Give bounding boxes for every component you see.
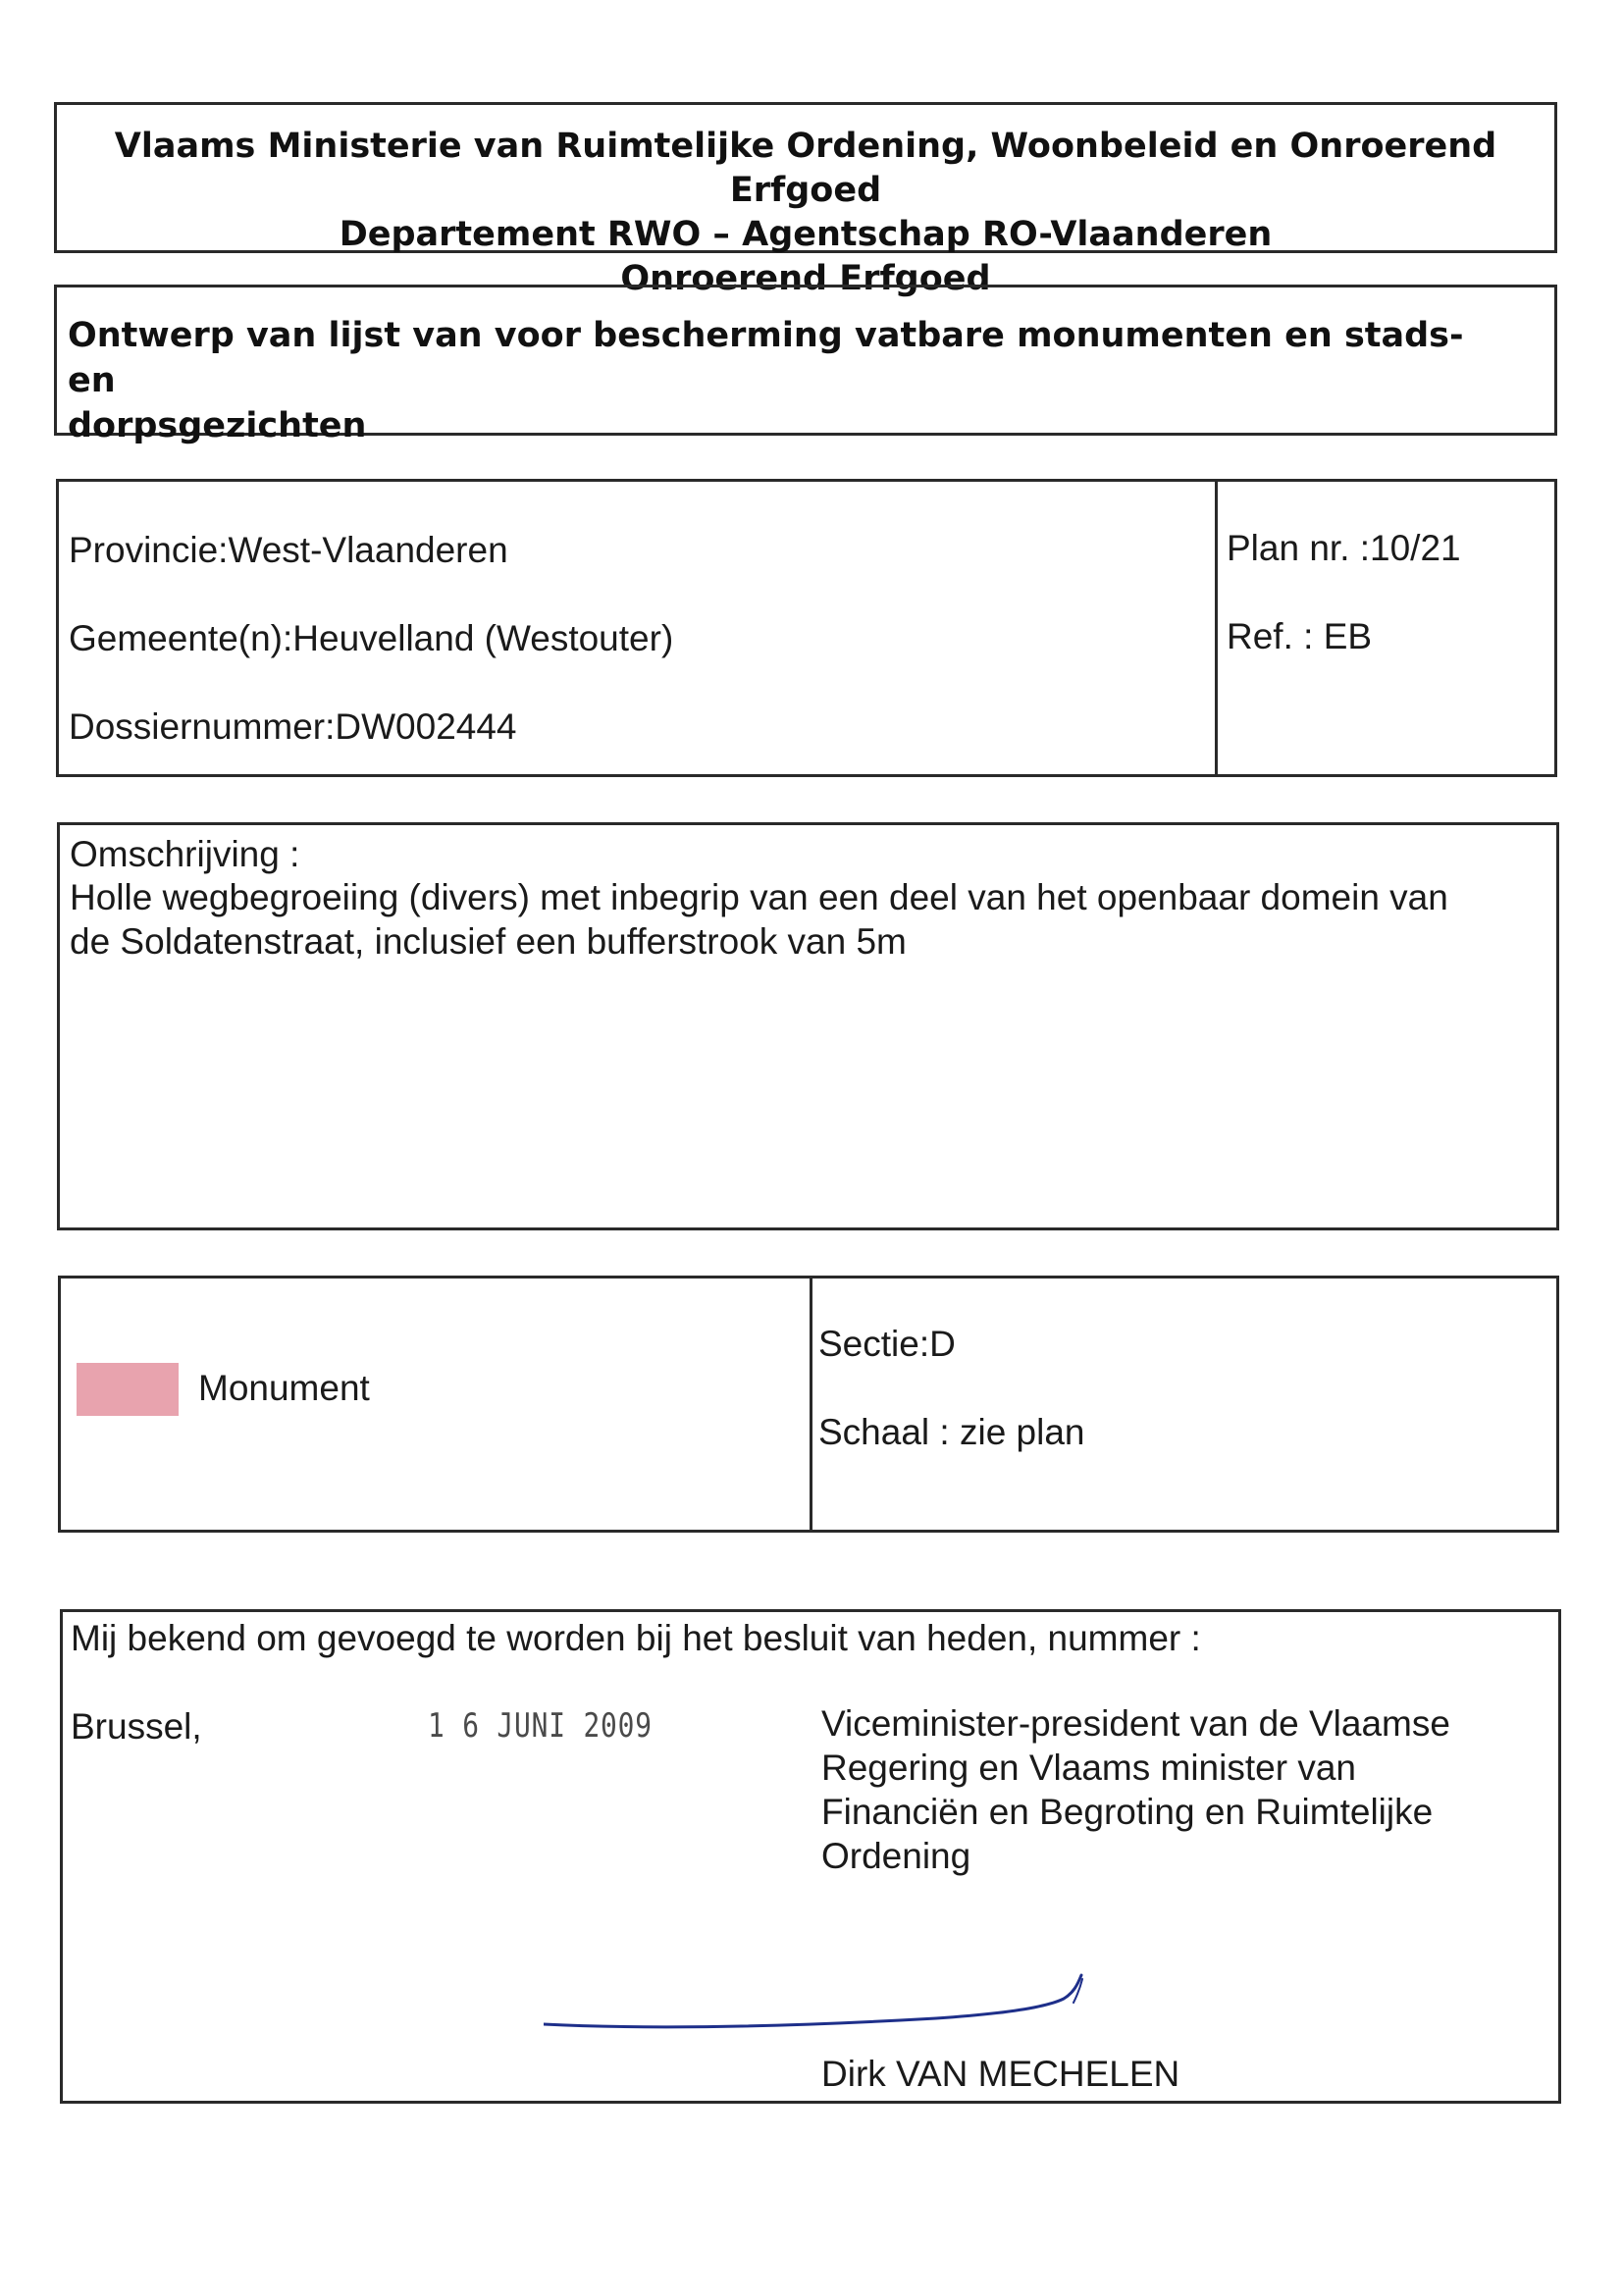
statement-text: Mij bekend om gevoegd te worden bij het besluit van heden, nummer : [71, 1618, 1201, 1658]
role-line-4: Ordening [821, 1836, 971, 1876]
role-line-3: Financiën en Begroting en Ruimtelijke [821, 1792, 1434, 1832]
document-title-line-1: Ontwerp van lijst van voor bescherming vatbare monumenten en stads- en [68, 316, 1464, 400]
ministry-name: Vlaams Ministerie van Ruimtelijke Ordening, Woonbeleid en Onroerend Erfgoed [114, 127, 1497, 210]
ministry-header-box [54, 102, 1557, 298]
signatory-name: Dirk VAN MECHELEN [821, 2054, 1180, 2094]
document-title-line-2: dorpsgezichten [68, 406, 367, 445]
monument-legend-label: Monument [198, 1368, 370, 1408]
location-info-box [56, 479, 1557, 777]
scale-field: Schaal : zie plan [818, 1412, 1085, 1452]
handwritten-signature [544, 1956, 1093, 2044]
department-name: Departement RWO – Agentschap RO-Vlaanderen [339, 215, 1273, 254]
signature-box [60, 1609, 1561, 2104]
description-label: Omschrijving : [70, 834, 300, 874]
dossier-number-field: Dossiernummer:DW002444 [69, 706, 517, 747]
plan-number-field: Plan nr. :10/21 [1227, 528, 1461, 568]
document-title-box [54, 285, 1557, 445]
reference-field: Ref. : EB [1227, 616, 1373, 656]
legend-box [58, 1276, 1559, 1533]
place-text: Brussel, [71, 1706, 202, 1747]
description-line-1: Holle wegbegroeiing (divers) met inbegrip van een deel van het openbaar domein van [70, 877, 1448, 917]
legend-divider [810, 1278, 812, 1530]
agency-name: Onroerend Erfgoed [620, 259, 991, 298]
date-stamp: 1 6 JUNI 2009 [428, 1706, 653, 1746]
monument-color-swatch [77, 1363, 179, 1416]
description-box [57, 822, 1559, 1230]
section-field: Sectie:D [818, 1324, 956, 1364]
location-divider [1215, 482, 1218, 774]
municipality-field: Gemeente(n):Heuvelland (Westouter) [69, 618, 674, 658]
role-line-1: Viceminister-president van de Vlaamse [821, 1703, 1450, 1744]
province-field: Provincie:West-Vlaanderen [69, 530, 508, 570]
description-line-2: de Soldatenstraat, inclusief een bufferstrook van 5m [70, 921, 907, 962]
role-line-2: Regering en Vlaams minister van [821, 1748, 1356, 1788]
